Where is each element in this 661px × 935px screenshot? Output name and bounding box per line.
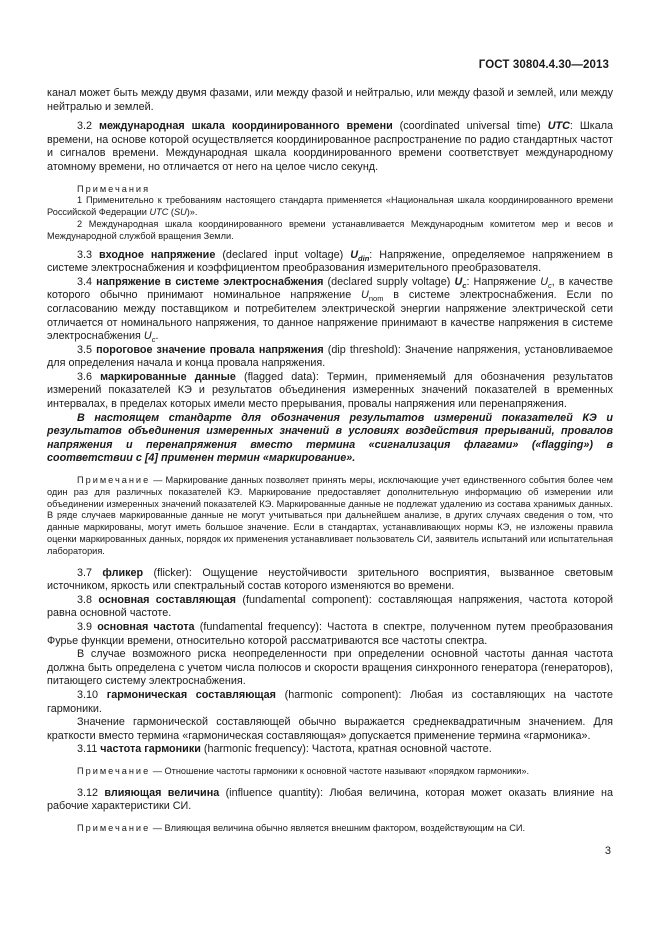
term-3-3: 3.3 входное напряжение (declared input voltage) $U_{din}$: Напряжение, определяемое напряжением в системе электроснабжения и коэффициентом преобразования измерительного преобразователя. xyxy=(47,248,614,275)
term-3-9-extra: В случае возможного риска неопределенности при определении основной частоты данная частота должна быть определена с учетом числа полюсов и скорости вращения синхронного генератора (генераторов), питающего систему электроснабжения. xyxy=(47,648,613,688)
emphasis-paragraph: В настоящем стандарте для обозначения результатов измерений показателей КЭ и результатов объединения измеренных значений в условиях воздействия прерываний, провалов напряжения и перенапряжения вместо термина «сигнализация флагами» («flagging») в соответствии с [4] применен термин «маркирование». xyxy=(47,411,613,465)
term-3-4: 3.4 напряжение в системе электроснабжения (declared supply voltage) $U_c$: Напряжение $U_c$, в качестве которого обычно принимают номинальное напряжение $U_{nom}$ в системе электроснабжения. Если по согласованию между поставщиком и потребителем электрической энергии напряжение электрической сети отличается от номинального напряжения, то данное напряжение принимают в качестве напряжения в системе электроснабжения $U_c$. xyxy=(47,275,614,345)
page-body xyxy=(47,87,613,835)
term-3-8: 3.8 основная составляющая (fundamental component): составляющая напряжения, частота которой равна основной частоте. xyxy=(47,593,614,620)
term-3-5: 3.5 пороговое значение провала напряжения (dip threshold): Значение напряжения, установливаемое для определения начала и конца провала напряжения. xyxy=(47,343,613,370)
document-header: ГОСТ 30804.4.30—2013 xyxy=(478,59,609,71)
term-3-9: 3.9 основная частота (fundamental frequency): Частота в спектре, полученном путем преобразования Фурье функции времени, относительно которой рассматриваются все частоты спектра. xyxy=(47,621,613,647)
term-3-11: 3.11 частота гармоники (harmonic frequency): Частота, кратная основной частоте. xyxy=(77,743,492,756)
note-3-6: Примечание — Маркирование данных позволяет принять меры, исключающие учет единственного события более чем один раз для различных показателей КЭ. Маркирование предоставляет дополнительную информацию об измерении или объединении измеренных значений показателей КЭ. Маркированные данные не подлежат удалению из состава хранимых данных. В ряде случаев маркированные данные не могут учитываться при дальнейшем анализе, в других случаях сведения о том, что данные маркированы, могут иметь большое значение. Если в стандартах, устанавливающих нормы КЭ, не изложены правила оценки маркированных данных, порядок их применения устанавливает пользователь СИ, заявитель испытаний или испытательная лаборатория. xyxy=(47,475,613,556)
note-3-11: Примечание — Отношение частоты гармоники к основной частоте называют «порядком гармоники». xyxy=(77,765,530,776)
term-3-10: 3.10 гармоническая составляющая (harmonic component): Любая из составляющих на частоте гармоники. xyxy=(47,688,613,715)
note-1: 1 Применительно к требованиям настоящего стандарта применяется «Национальная шкала координированного времени Российской Федерации UTC (SU)». xyxy=(47,195,613,218)
note-2: 2 Международная шкала координированного времени устанавливается Международным комитетом мер и весов и Международной службой вращения Земли. xyxy=(47,218,613,241)
notes-heading: Примечания xyxy=(77,183,151,194)
term-3-10-extra: Значение гармонической составляющей обычно выражается среднеквадратичным значением. Для краткости вместо термина «гармоническая составляющая» допускается применение термина «гармоника». xyxy=(47,716,613,742)
term-3-7: 3.7 фликер (flicker): Ощущение неустойчивости зрительного восприятия, вызванное световым источником, яркость или спектральный состав которого изменяются во времени. xyxy=(47,566,613,593)
notes-3-2 xyxy=(47,184,613,243)
intro-paragraph: канал может быть между двумя фазами, или между фазой и нейтралью, или между фазой и землей, или между нейтралью и землей. xyxy=(47,87,613,113)
note-3-12: Примечание — Влияющая величина обычно является внешним фактором, воздействующим на СИ. xyxy=(77,822,526,833)
page-number: 3 xyxy=(604,845,611,857)
term-3-12: 3.12 влияющая величина (influence quantity): Любая величина, которая может оказать влияние на рабочие характеристики СИ. xyxy=(47,786,613,813)
term-3-2: 3.2 международная шкала координированного времени (coordinated universal time) UTC: Шкала времени, на основе которой осуществляется координированное распространение по радио стандартных частот и сигналов времени. Международная шкала координированного времени соответствует международному атомному времени, но отличается от него на целое число секунд. xyxy=(47,120,614,173)
term-3-6: 3.6 маркированные данные (flagged data): Термин, применяемый для обозначения результатов измерений показателей КЭ и результатов объединения измеренных значений показателей в временных интервалах, в пределах которых имели место прерывания, провалы напряжения или перенапряжения. xyxy=(47,370,614,411)
